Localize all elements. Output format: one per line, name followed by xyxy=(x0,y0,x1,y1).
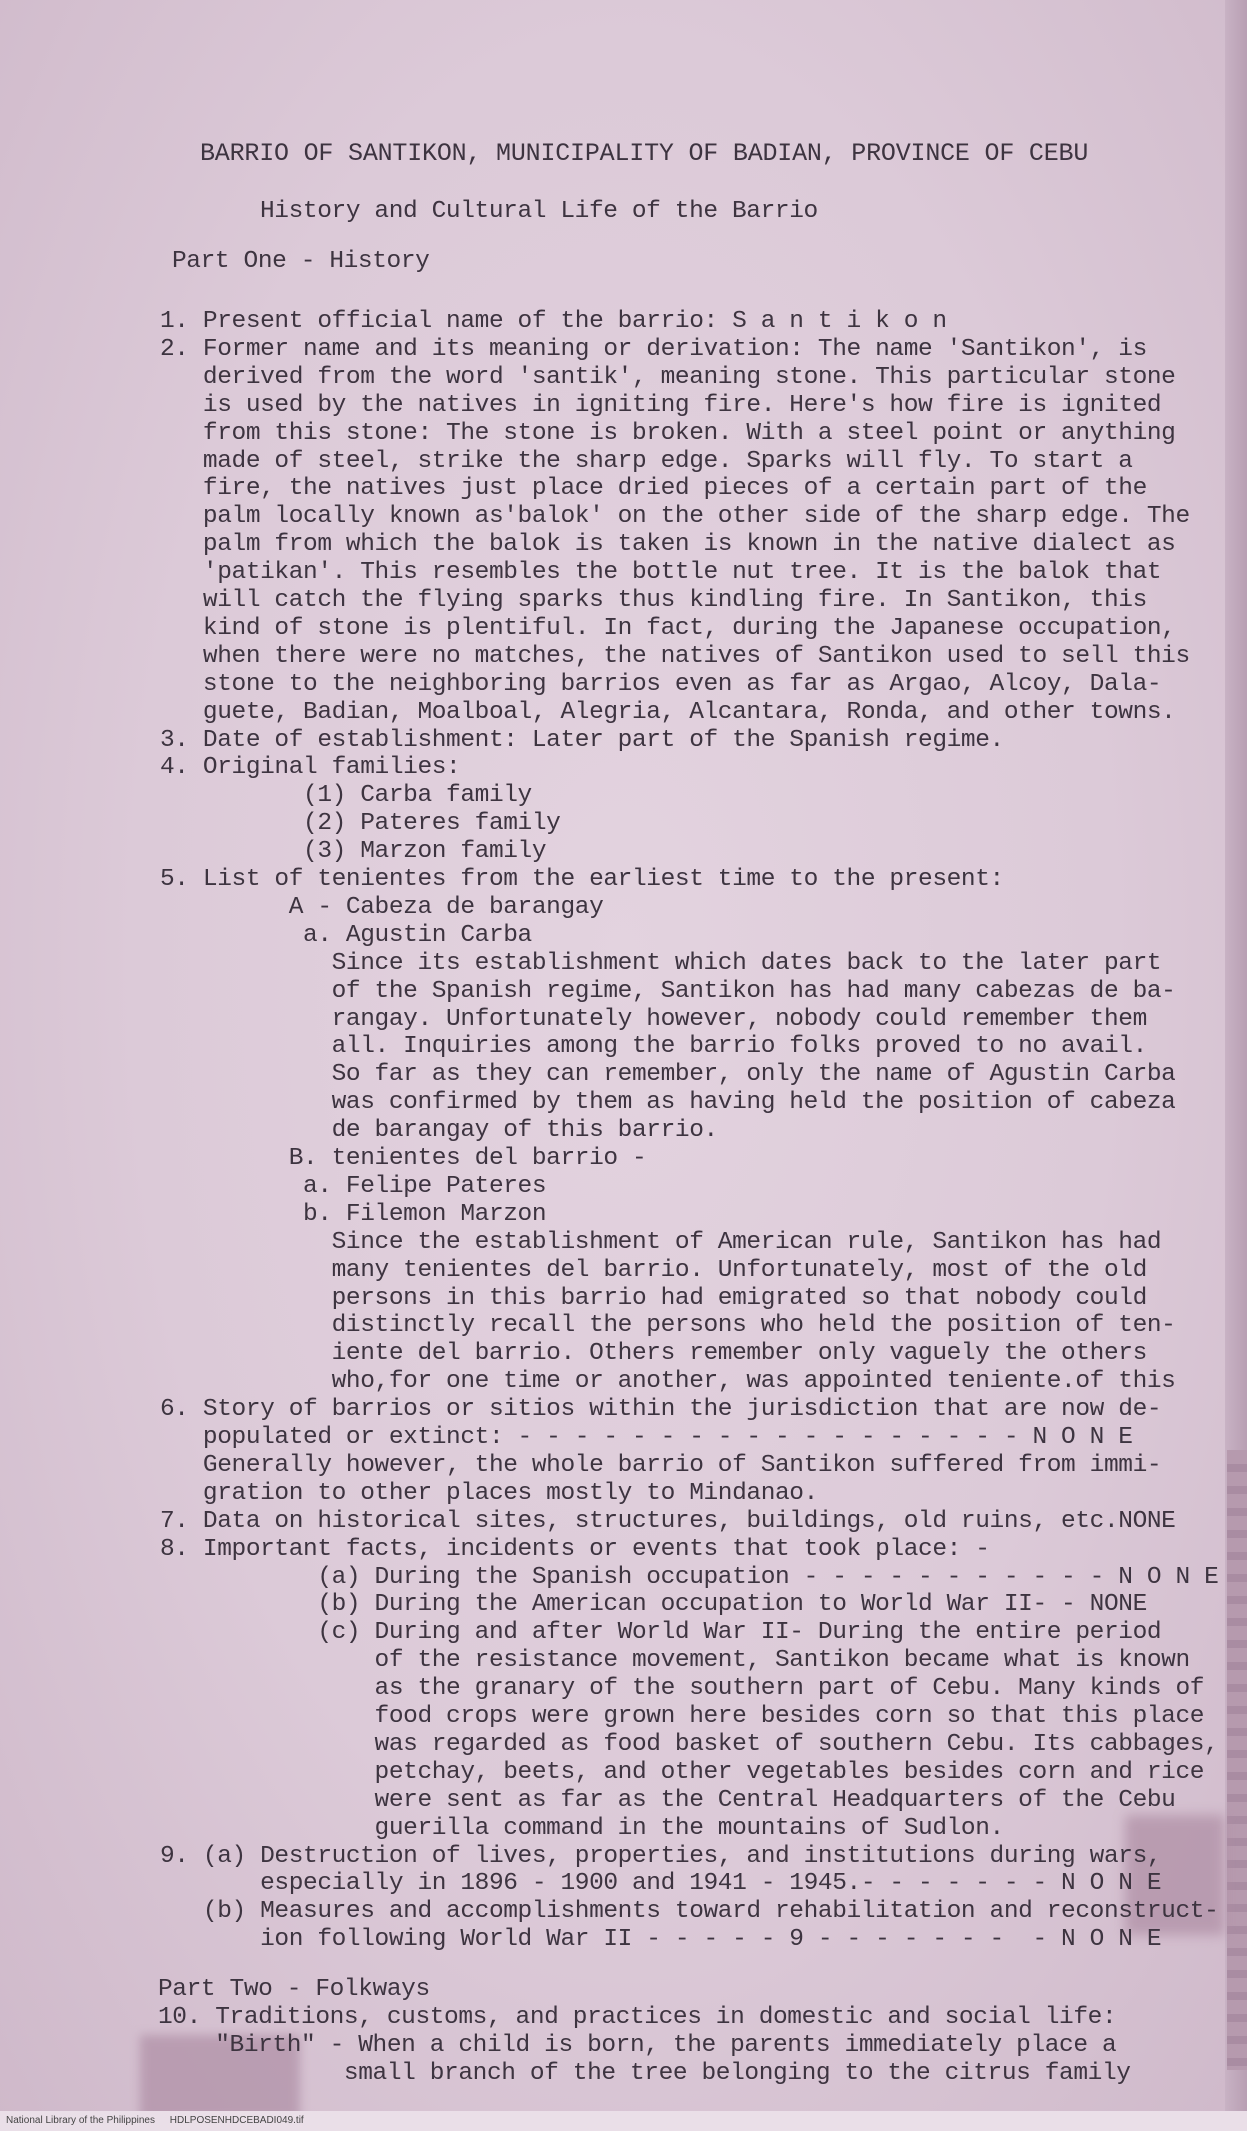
text-line: 8. Important facts, incidents or events that took place: - xyxy=(160,1535,990,1563)
text-line: 2. Former name and its meaning or derivation: The name 'Santikon', is xyxy=(160,335,1147,363)
text-line: (b) During the American occupation to World War II- - NONE xyxy=(160,1591,1147,1619)
text-line: 3. Date of establishment: Later part of the Spanish regime. xyxy=(160,726,1004,754)
text-line: de barangay of this barrio. xyxy=(160,1117,718,1145)
text-line: gration to other places mostly to Mindanao. xyxy=(160,1479,818,1507)
footer-filename: HDLPOSENHDCEBADI049.tif xyxy=(169,2115,304,2126)
text-line: 7. Data on historical sites, structures, buildings, old ruins, etc.NONE xyxy=(160,1507,1176,1535)
text-line: 9. (a) Destruction of lives, properties, and institutions during wars, xyxy=(160,1842,1162,1870)
text-line: populated or extinct: - - - - - - - - - - - - - - - - - - N O N E xyxy=(160,1424,1133,1451)
text-line: Since the establishment of American rule, Santikon has had xyxy=(160,1228,1162,1256)
text-line: "Birth" - When a child is born, the parents immediately place a xyxy=(158,2032,1117,2059)
text-line: food crops were grown here besides corn so that this place xyxy=(160,1703,1205,1730)
text-line: made of steel, strike the sharp edge. Sparks will fly. To start a xyxy=(160,447,1133,475)
text-line: when there were no matches, the natives of Santikon used to sell this xyxy=(160,642,1190,670)
text-line: Since its establishment which dates back to the later part xyxy=(160,949,1162,977)
text-line: 4. Original families: xyxy=(160,754,461,782)
text-line: from this stone: The stone is broken. With a steel point or anything xyxy=(160,419,1176,447)
text-line: of the Spanish regime, Santikon has had many cabezas de ba- xyxy=(160,977,1176,1005)
document-subtitle: History and Cultural Life of the Barrio xyxy=(260,198,818,225)
text-line: (1) Carba family xyxy=(160,782,532,810)
text-line: stone to the neighboring barrios even as far as Argao, Alcoy, Dala- xyxy=(160,670,1162,698)
text-line: 1. Present official name of the barrio: S a n t i k o n xyxy=(160,308,947,335)
text-line: were sent as far as the Central Headquarters of the Cebu xyxy=(160,1786,1176,1814)
text-line: A - Cabeza de barangay xyxy=(160,893,604,921)
text-line: guerilla command in the mountains of Sudlon. xyxy=(160,1814,1004,1842)
text-line: was confirmed by them as having held the position of cabeza xyxy=(160,1089,1176,1117)
text-line: 'patikan'. This resembles the bottle nut tree. It is the balok that xyxy=(160,559,1162,587)
text-line: rangay. Unfortunately however, nobody could remember them xyxy=(160,1005,1147,1033)
section-heading-part-two: Part Two - Folkways xyxy=(158,1976,430,2003)
text-line: B. tenientes del barrio - xyxy=(160,1145,647,1172)
text-line: was regarded as food basket of southern Cebu. Its cabbages, xyxy=(160,1730,1219,1758)
torn-edge xyxy=(1227,1450,1247,2070)
text-line: iente del barrio. Others remember only vaguely the others xyxy=(160,1340,1147,1368)
text-line: derived from the word 'santik', meaning stone. This particular stone xyxy=(160,363,1176,391)
document-title: BARRIO OF SANTIKON, MUNICIPALITY OF BADIAN, PROVINCE OF CEBU xyxy=(200,139,1089,168)
text-line: b. Filemon Marzon xyxy=(160,1200,547,1228)
text-line: especially in 1896 - 1900 and 1941 - 1945.- - - - - - - N O N E xyxy=(160,1870,1162,1898)
text-line: (b) Measures and accomplishments toward rehabilitation and reconstruct- xyxy=(160,1898,1219,1926)
section-heading-part-one: Part One - History xyxy=(172,248,430,275)
text-line: will catch the flying sparks thus kindling fire. In Santikon, this xyxy=(160,587,1147,614)
text-line: is used by the natives in igniting fire. Here's how fire is ignited xyxy=(160,391,1162,419)
text-line: (a) During the Spanish occupation - - - - - - - - - - - N O N E xyxy=(160,1563,1219,1591)
text-line: fire, the natives just place dried pieces of a certain part of the xyxy=(160,475,1147,503)
text-line: guete, Badian, Moalboal, Alegria, Alcantara, Ronda, and other towns. xyxy=(160,698,1176,726)
text-line: small branch of the tree belonging to the citrus family xyxy=(158,2060,1131,2087)
text-line: a. Agustin Carba xyxy=(160,921,532,949)
scan-footer xyxy=(0,2111,1247,2131)
text-line: 5. List of tenientes from the earliest time to the present: xyxy=(160,866,1004,893)
text-line: many tenientes del barrio. Unfortunately, most of the old xyxy=(160,1256,1147,1284)
text-line: all. Inquiries among the barrio folks proved to no avail. xyxy=(160,1033,1147,1061)
text-line: 10. Traditions, customs, and practices in domestic and social life: xyxy=(158,2004,1117,2031)
text-line: palm from which the balok is taken is known in the native dialect as xyxy=(160,531,1176,559)
text-line: (2) Pateres family xyxy=(160,810,561,838)
text-line: So far as they can remember, only the name of Agustin Carba xyxy=(160,1061,1176,1089)
text-line: distinctly recall the persons who held the position of ten- xyxy=(160,1312,1176,1340)
text-line: 6. Story of barrios or sitios within the jurisdiction that are now de- xyxy=(160,1396,1162,1424)
text-line: ion following World War II - - - - - 9 - - - - - - - - N O N E xyxy=(160,1926,1162,1954)
text-line: who,for one time or another, was appointed teniente.of this xyxy=(160,1368,1176,1396)
text-line: Generally however, the whole barrio of Santikon suffered from immi- xyxy=(160,1451,1162,1479)
text-line: (3) Marzon family xyxy=(160,838,547,866)
text-line: (c) During and after World War II- During the entire period xyxy=(160,1619,1162,1647)
text-line: a. Felipe Pateres xyxy=(160,1172,547,1200)
text-line: of the resistance movement, Santikon became what is known xyxy=(160,1647,1190,1675)
text-line: as the granary of the southern part of Cebu. Many kinds of xyxy=(160,1675,1205,1703)
text-line: kind of stone is plentiful. In fact, during the Japanese occupation, xyxy=(160,614,1176,642)
text-line: palm locally known as'balok' on the other side of the sharp edge. The xyxy=(160,503,1190,531)
text-line: persons in this barrio had emigrated so that nobody could xyxy=(160,1284,1147,1312)
text-line: petchay, beets, and other vegetables besides corn and rice xyxy=(160,1758,1205,1786)
footer-source: National Library of the Philippines xyxy=(6,2115,155,2126)
